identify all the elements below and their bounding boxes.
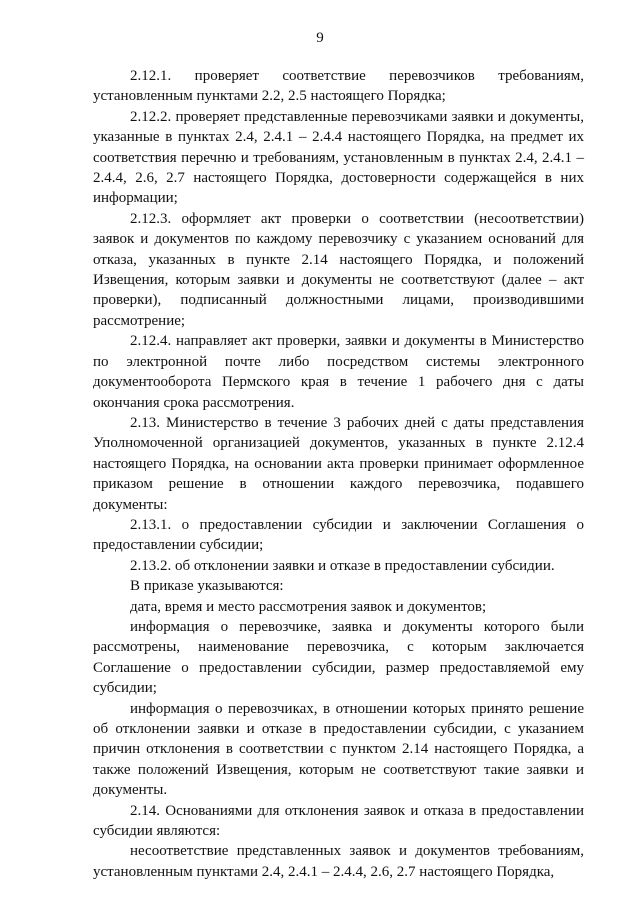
paragraph-2-12-4: 2.12.4. направляет акт проверки, заявки и документы в Министерство по электронной почте либо посредством системы электронного документооборота Пермского края в течение 1 рабочего дня с даты окончания срока рассмотрения. bbox=[93, 333, 584, 411]
paragraph-2-12-1: 2.12.1. проверяет соответствие перевозчиков требованиям, установленным пунктами 2.2, 2.5 настоящего Порядка; bbox=[93, 68, 584, 105]
paragraph-2-12-3: 2.12.3. оформляет акт проверки о соответствии (несоответствии) заявок и документов по каждому перевозчику с указанием оснований для отказа, указанных в пункте 2.14 настоящего Порядка, и положений Извещения, которым заявки и документы не соответствуют (далее – акт проверки), подписанный должностными лицами, производившими рассмотрение; bbox=[93, 210, 584, 329]
paragraph-order-contents-intro: В приказе указываются: bbox=[130, 578, 284, 595]
paragraph-2-13: 2.13. Министерство в течение 3 рабочих дней с даты представления Уполномоченной организацией документов, указанных в пункте 2.12.4 настоящего Порядка, на основании акта проверки принимает оформленное приказом решение в отношении каждого перевозчика, подавшего документы: bbox=[93, 414, 584, 513]
paragraph-order-date-place: дата, время и место рассмотрения заявок и документов; bbox=[130, 598, 487, 615]
document-body bbox=[93, 66, 584, 882]
paragraph-2-14: 2.14. Основаниями для отклонения заявок и отказа в предоставлении субсидии являются: bbox=[93, 802, 584, 840]
page-number: 9 bbox=[316, 30, 324, 46]
paragraph-order-carrier-info: информация о перевозчике, заявка и документы которого были рассмотрены, наименование перевозчика, с которым заключается Соглашение о предоставлении субсидии, размер предоставляемой ему субсидии; bbox=[93, 618, 584, 697]
paragraph-2-12-2: 2.12.2. проверяет представленные перевозчиками заявки и документы, указанные в пунктах 2.4, 2.4.1 – 2.4.4 настоящего Порядка, на предмет их соответствия перечню и требованиям, установленным в пунктах 2.4, 2.4.1 – 2.4.4, 2.6, 2.7 настоящего Порядка, достоверности содержащейся в них информации; bbox=[93, 108, 584, 207]
paragraph-non-compliance: несоответствие представленных заявок и документов требованиям, установленным пунктами 2.4, 2.4.1 – 2.4.4, 2.6, 2.7 настоящего Порядка, bbox=[93, 843, 584, 880]
paragraph-2-13-2: 2.13.2. об отклонении заявки и отказе в предоставлении субсидии. bbox=[130, 557, 555, 574]
paragraph-order-rejected-info: информация о перевозчиках, в отношении которых принято решение об отклонении заявки и отказе в предоставлении субсидии, с указанием причин отклонения в соответствии с пунктом 2.14 настоящего Порядка, а также положений Извещения, которым не соответствуют такие заявки и документы. bbox=[93, 700, 584, 799]
paragraph-2-13-1: 2.13.1. о предоставлении субсидии и заключении Соглашения о предоставлении субсидии; bbox=[93, 516, 584, 554]
